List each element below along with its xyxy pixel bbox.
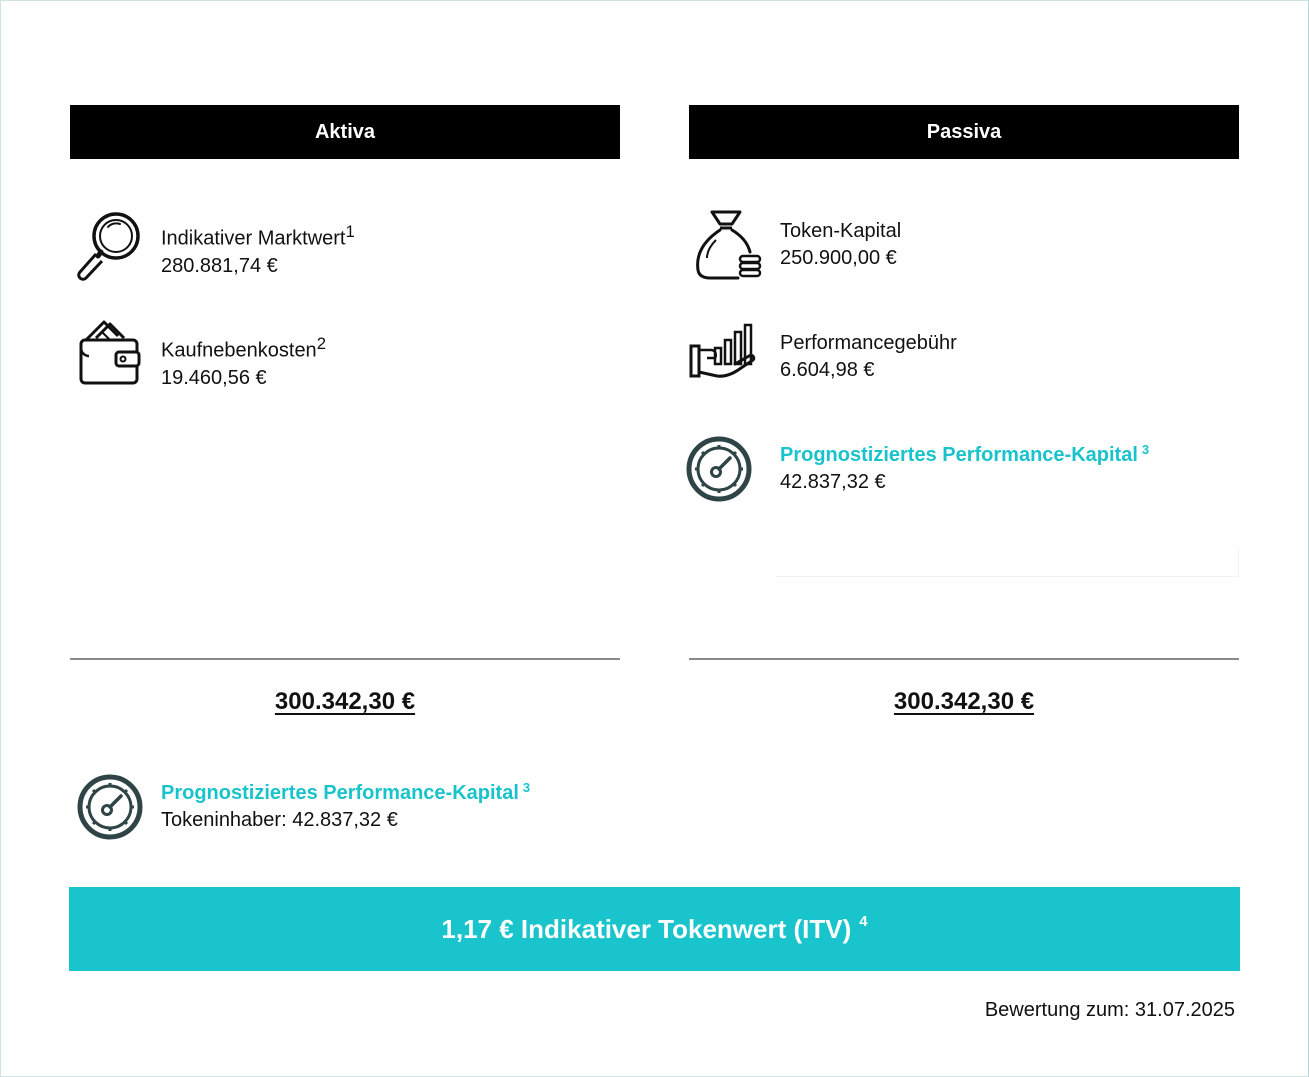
performance-kapital-value: Tokeninhaber: 42.837,32 € — [161, 809, 398, 831]
speedometer-icon — [77, 774, 143, 840]
aktiva-header: Aktiva — [70, 105, 620, 159]
speedometer-icon — [686, 436, 752, 502]
valuation-date: Bewertung zum: 31.07.2025 — [984, 999, 1235, 1021]
passiva-item-value: 42.837,32 € — [780, 471, 886, 493]
aktiva-item-label: Indikativer Marktwert$^1$ — [161, 222, 355, 250]
footnote-marker: 3 — [1141, 442, 1150, 457]
passiva-total-rule — [689, 658, 1239, 660]
footnote-marker: 1 — [345, 222, 355, 241]
performance-kapital-label: Prognostiziertes Performance-Kapital $^3$ — [161, 780, 531, 804]
footnote-marker: 2 — [316, 334, 326, 353]
hand-chart-icon — [689, 322, 757, 382]
passiva-item-value: 250.900,00 € — [780, 247, 897, 269]
passiva-item-value: 6.604,98 € — [780, 359, 875, 381]
aktiva-item-label: Kaufnebenkosten$^2$ — [161, 334, 326, 362]
passiva-total: 300.342,30 € — [893, 688, 1035, 715]
magnifier-icon — [76, 210, 144, 282]
aktiva-total-rule — [70, 658, 620, 660]
divider — [1238, 548, 1239, 577]
passiva-header: Passiva — [689, 105, 1239, 159]
passiva-item-label: Performancegebühr — [780, 332, 957, 354]
aktiva-item-value: 280.881,74 € — [161, 254, 278, 277]
money-bag-icon — [694, 208, 762, 280]
passiva-item-label: Prognostiziertes Performance-Kapital $^3$ — [780, 442, 1150, 466]
aktiva-item-value: 19.460,56 € — [161, 366, 267, 389]
wallet-icon — [78, 318, 142, 386]
aktiva-total: 300.342,30 € — [274, 688, 416, 715]
footnote-marker: 4 — [859, 912, 868, 930]
passiva-item-label: Token-Kapital — [780, 220, 902, 242]
footnote-marker: 3 — [522, 780, 531, 795]
itv-banner — [69, 887, 1240, 971]
divider — [776, 576, 1238, 577]
itv-label: 1,17 € Indikativer Tokenwert (ITV) — [441, 913, 852, 944]
